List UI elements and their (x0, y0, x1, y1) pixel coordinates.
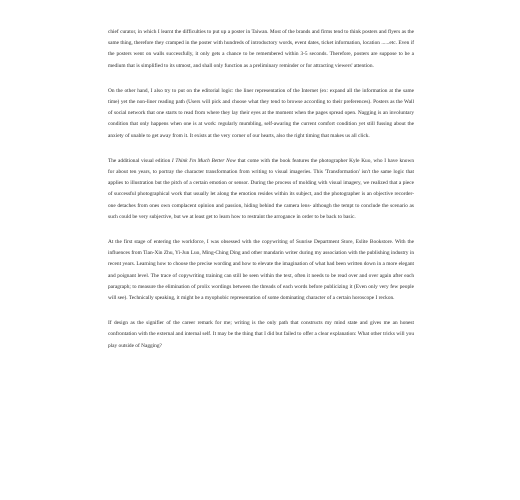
paragraph-text-after: that come with the book features the photographer Kyle Kuo, who I have known for about ten years, to portray the character transformation from writing to visual imageries. This 'Transformation' isn't the same logic that applies to illustration but the pitch of a certain emotion or sensor. During the process of molding with visual imagery, we realized that a piece of successful photographical work that usually let along the emotion resides within its subject, and the photographer is an objective recorder- one detaches from ones own complacent opinion and passion, hiding behind the camera lens- although the tempt to conclude the scenario as such could be very subjective, but we at least get to learn how to restraint the arrogance in order to be back to basic. (108, 157, 414, 220)
paragraph-visual-edition (108, 156, 414, 223)
paragraph-text: chief curator, in which I learnt the difficulties to put up a poster in Taiwan. Most of the brands and firms tend to think posters and flyers as the same thing, therefore they cramped in the poster with hundreds of introductory words, event dates, ticket information, location ......etc. Even if the posters went on walls successfully, it only gets a chance to be remembered within 3-5 seconds. Therefore, posters are suppose to be a medium that is simplified to its utmost, and shall only function as a preliminary reminder or for attracting viewers' attention. (108, 29, 414, 69)
book-title-italic: I Think I'm Much Better Now (171, 157, 236, 164)
paragraph-copywriting (108, 237, 414, 304)
paragraph-design-signifier (108, 318, 414, 352)
paragraph-text-before: The additional visual edition (108, 157, 172, 164)
paragraph-editorial-logic (108, 86, 414, 142)
paragraph-text: On the other hand, I also try to put on the editorial logic: the liner representation of the Internet (ex: expand all the information at the same time) yet the non-liner reading path (Users will pick and choose what they tend to browse according to their preferences). Posters as the Wall of social network that one starts to read from where they lay their eyes at the moment when the pages spread open. Nagging is an involuntary condition that only happens when one is at work: regularly mumbling, self-awaring the current comfort condition yet still fussing about the anxiety of unable to get away from it. It exists at the very corner of our hearts, also the right timing that makes us all click. (108, 87, 414, 139)
paragraph-poster-curator (108, 27, 414, 72)
document-page (108, 27, 414, 366)
paragraph-text: If design as the signifier of the career remark for me; writing is the only path that constructs my mind state and gives me an honest confrontation with the external and internal self. It may be the thing that I did but failed to offer a clear explanation: What other tricks will you play outside of Nagging? (108, 320, 414, 349)
paragraph-text: At the first stage of entering the workforce, I was obsessed with the copywriting of Sunrise Department Store, Eslite Bookstore. With the influences from Tian-Xin Zhu, Yi-Jun Luo, Ming-Ching Ding and other mandarin writer during my association with the publishing industry in recent years. Learning how to choose the precise wording and how to elevate the imagination of what had been written down in a more elegant and poignant level. The trace of copywriting training can still be seen within the text, often it needs to be read over and over again after each paragraph; to measure the elimination of prolix wordings between the threads of each words before publicizing it (Even only very few people will see). Technically speaking, it might be a myophobic representation of some dominating character of a certain horoscope I reckon. (108, 239, 414, 302)
